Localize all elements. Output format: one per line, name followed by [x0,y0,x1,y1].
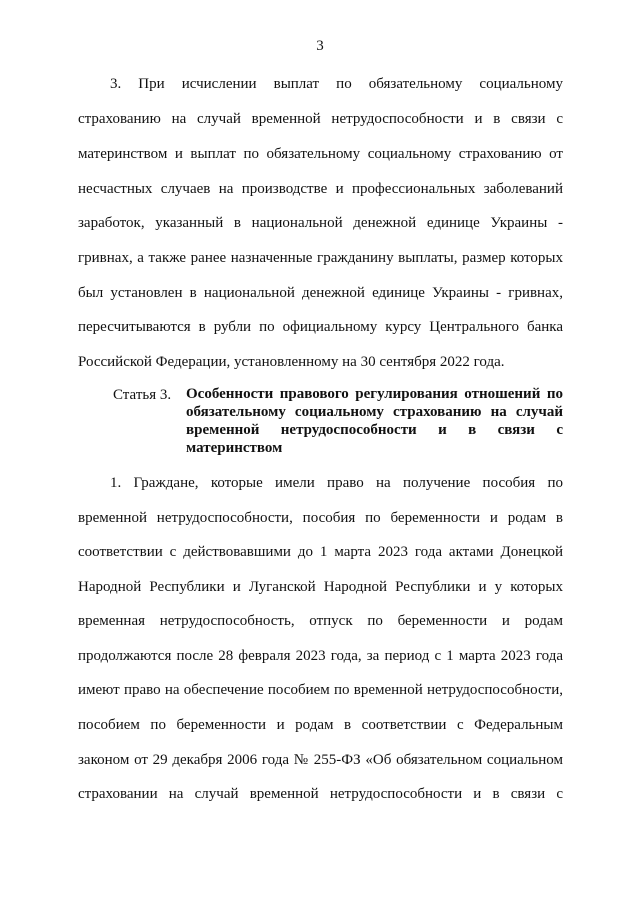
paragraph-1-line: продолжаются после 28 февраля 2023 года, за период с 1 марта 2023 года [78,648,563,664]
article-title-line: материнством [186,440,283,456]
paragraph-3-line: 3. При исчислении выплат по обязательному социальному [110,76,563,92]
paragraph-1-line: Народной Республики и Луганской Народной Республики и у которых [78,579,563,595]
paragraph-3-line: страхованию на случай временной нетрудоспособности и в связи с [78,111,563,127]
paragraph-3-line: материнством и выплат по обязательному социальному страхованию от [78,146,563,162]
paragraph-1-line: пособием по беременности и родам в соответствии с Федеральным [78,717,563,733]
page-number: 3 [316,38,324,54]
article-title-line: временной нетрудоспособности и в связи с [186,422,563,438]
paragraph-1-line: законом от 29 декабря 2006 года № 255-ФЗ «Об обязательном социальном [78,752,563,768]
paragraph-1-line: временная нетрудоспособность, отпуск по беременности и родам [78,613,563,629]
article-title-line: обязательному социальному страхованию на случай [186,404,563,420]
article-title-line: Особенности правового регулирования отношений по [186,386,563,402]
paragraph-1-line: 1. Граждане, которые имели право на получение пособия по [110,475,563,491]
paragraph-1-line: имеют право на обеспечение пособием по временной нетрудоспособности, [78,682,563,698]
paragraph-3-line: гривнах, а также ранее назначенные гражданину выплаты, размер которых [78,250,563,266]
paragraph-3-line: заработок, указанный в национальной денежной единице Украины - [78,215,563,231]
paragraph-1-line: соответствии с действовавшими до 1 марта 2023 года актами Донецкой [78,544,563,560]
paragraph-3-line: был установлен в национальной денежной единице Украины - гривнах, [78,285,563,301]
paragraph-3-line: несчастных случаев на производстве и профессиональных заболеваний [78,181,563,197]
paragraph-1-line: страховании на случай временной нетрудоспособности и в связи с [78,786,563,802]
paragraph-3-line: пересчитываются в рубли по официальному курсу Центрального банка [78,319,563,335]
paragraph-3-line: Российской Федерации, установленному на 30 сентября 2022 года. [78,354,505,370]
article-label: Статья 3. [113,387,172,403]
paragraph-1-line: временной нетрудоспособности, пособия по беременности и родам в [78,510,563,526]
